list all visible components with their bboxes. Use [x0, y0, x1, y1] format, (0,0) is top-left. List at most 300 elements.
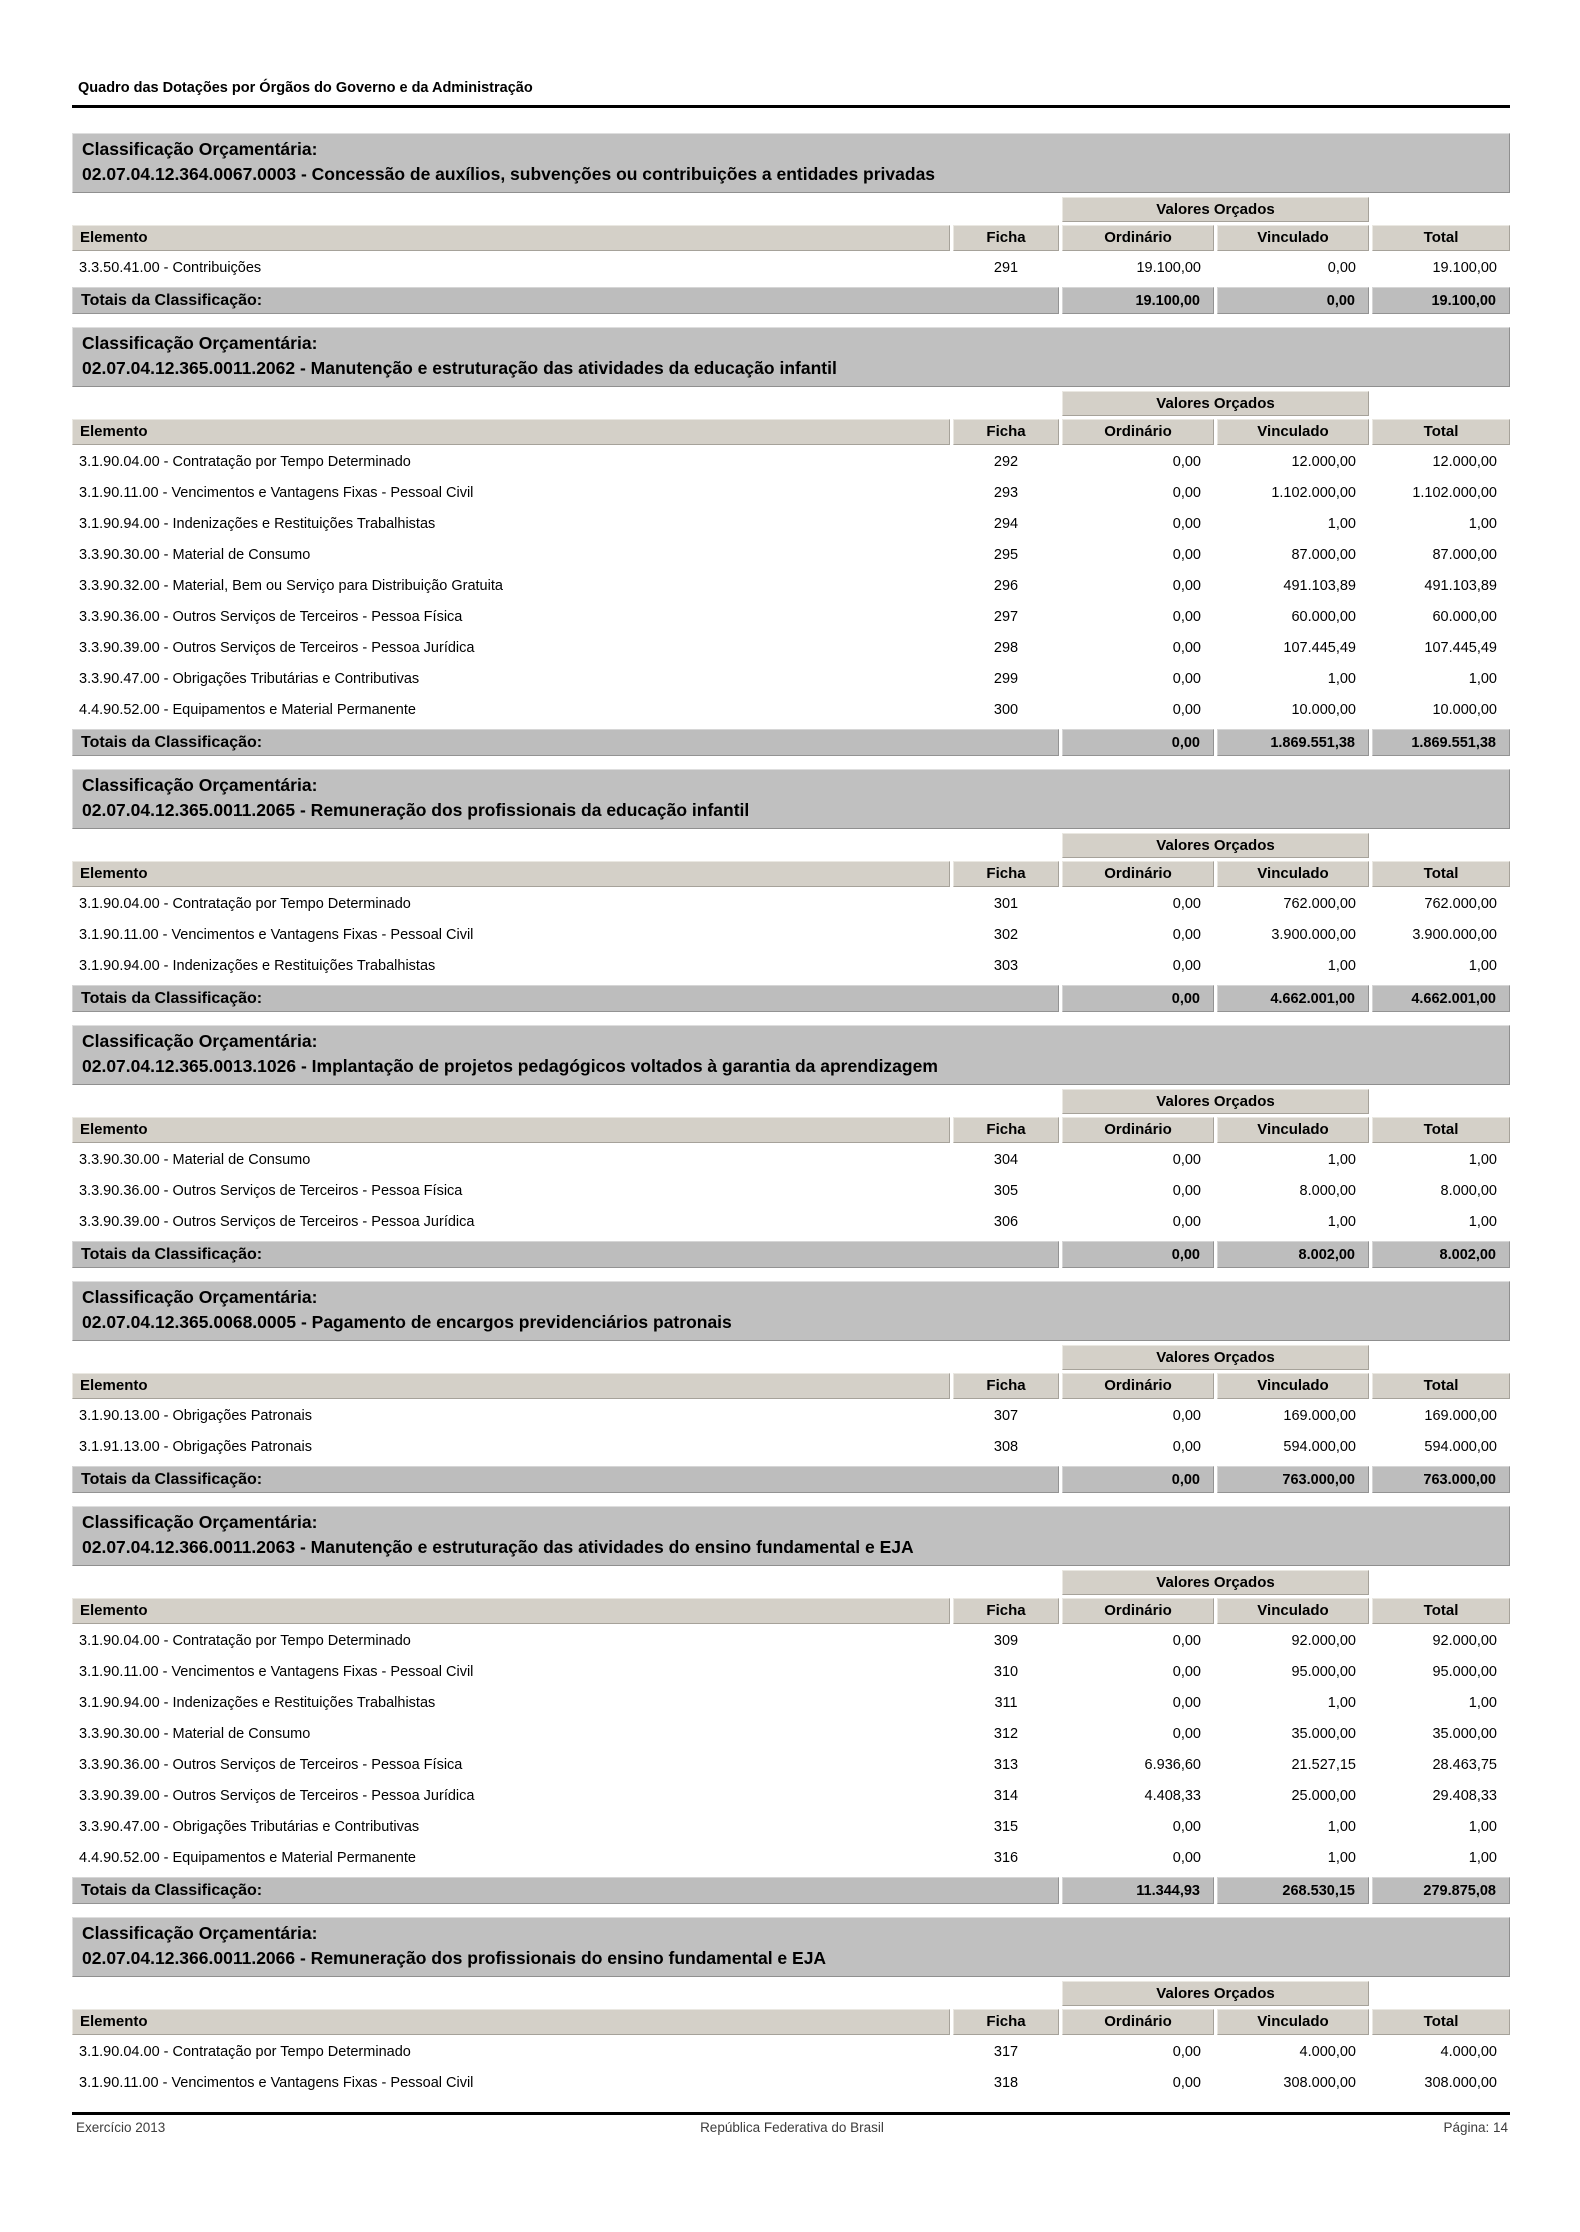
cell-elemento: 3.3.90.47.00 - Obrigações Tributárias e Contributivas: [72, 664, 950, 695]
cell-elemento: 3.3.90.30.00 - Material de Consumo: [72, 540, 950, 571]
totals-label: Totais da Classificação:: [72, 1466, 1059, 1493]
cell-vinculado: 60.000,00: [1217, 602, 1369, 633]
column-header-row: [72, 1598, 1510, 1624]
valores-orcados-band: Valores Orçados: [1062, 833, 1369, 858]
classification-totals-row: [72, 1241, 1510, 1268]
column-ordinario: Ordinário: [1062, 861, 1214, 887]
totals-label: Totais da Classificação:: [72, 287, 1059, 314]
totals-vinculado: 268.530,15: [1217, 1877, 1369, 1904]
column-ficha: Ficha: [953, 1117, 1059, 1143]
column-ordinario: Ordinário: [1062, 225, 1214, 251]
totals-ordinario: 0,00: [1062, 729, 1214, 756]
cell-ordinario: 0,00: [1062, 889, 1214, 920]
column-total: Total: [1372, 1373, 1510, 1399]
classification-totals-row: [72, 1466, 1510, 1493]
valores-orcados-row: [72, 1345, 1510, 1370]
totals-label: Totais da Classificação:: [72, 985, 1059, 1012]
cell-elemento: 3.1.90.11.00 - Vencimentos e Vantagens Fixas - Pessoal Civil: [72, 1657, 950, 1688]
classification-section: [72, 1506, 1510, 1904]
classification-code: 02.07.04.12.365.0011.2065 - Remuneração dos profissionais da educação infantil: [82, 800, 750, 820]
cell-elemento: 3.1.90.11.00 - Vencimentos e Vantagens Fixas - Pessoal Civil: [72, 2068, 950, 2099]
cell-ficha: 294: [953, 509, 1059, 540]
cell-ficha: 316: [953, 1843, 1059, 1874]
cell-ficha: 305: [953, 1176, 1059, 1207]
table-row: [72, 571, 1510, 602]
table-rows: [72, 889, 1510, 982]
valores-orcados-band: Valores Orçados: [1062, 391, 1369, 416]
valores-spacer: [72, 1570, 1062, 1595]
table-row: [72, 920, 1510, 951]
valores-orcados-band: Valores Orçados: [1062, 1345, 1369, 1370]
column-elemento: Elemento: [72, 2009, 950, 2035]
table-row: [72, 1626, 1510, 1657]
cell-total: 8.000,00: [1372, 1176, 1510, 1207]
cell-ficha: 309: [953, 1626, 1059, 1657]
cell-elemento: 3.1.90.04.00 - Contratação por Tempo Determinado: [72, 1626, 950, 1657]
footer-exercise: Exercício 2013: [76, 2120, 166, 2135]
table-row: [72, 1657, 1510, 1688]
classification-header: [72, 1506, 1510, 1566]
cell-vinculado: 1,00: [1217, 1812, 1369, 1843]
valores-orcados-band: Valores Orçados: [1062, 197, 1369, 222]
classification-code: 02.07.04.12.366.0011.2063 - Manutenção e estruturação das atividades do ensino fundamental e EJA: [82, 1537, 914, 1557]
cell-elemento: 3.3.90.36.00 - Outros Serviços de Terceiros - Pessoa Física: [72, 1176, 950, 1207]
cell-vinculado: 1,00: [1217, 951, 1369, 982]
totals-vinculado: 8.002,00: [1217, 1241, 1369, 1268]
cell-ficha: 310: [953, 1657, 1059, 1688]
classification-section: [72, 133, 1510, 314]
column-total: Total: [1372, 225, 1510, 251]
classification-code: 02.07.04.12.365.0013.1026 - Implantação de projetos pedagógicos voltados à garantia da aprendizagem: [82, 1056, 938, 1076]
cell-ficha: 304: [953, 1145, 1059, 1176]
cell-vinculado: 3.900.000,00: [1217, 920, 1369, 951]
classification-label: Classificação Orçamentária:: [82, 1287, 318, 1307]
valores-spacer: [72, 391, 1062, 416]
valores-orcados-band: Valores Orçados: [1062, 1089, 1369, 1114]
cell-ficha: 291: [953, 253, 1059, 284]
cell-ordinario: 0,00: [1062, 1657, 1214, 1688]
totals-ordinario: 19.100,00: [1062, 287, 1214, 314]
cell-total: 1,00: [1372, 509, 1510, 540]
cell-ficha: 306: [953, 1207, 1059, 1238]
page-title: Quadro das Dotações por Órgãos do Governo e da Administração: [78, 80, 533, 96]
cell-ordinario: 0,00: [1062, 1176, 1214, 1207]
column-vinculado: Vinculado: [1217, 2009, 1369, 2035]
cell-ordinario: 0,00: [1062, 1843, 1214, 1874]
cell-elemento: 3.1.90.94.00 - Indenizações e Restituições Trabalhistas: [72, 509, 950, 540]
classification-totals-row: [72, 729, 1510, 756]
column-elemento: Elemento: [72, 861, 950, 887]
cell-elemento: 3.3.50.41.00 - Contribuições: [72, 253, 950, 284]
table-rows: [72, 2037, 1510, 2099]
cell-ordinario: 0,00: [1062, 1719, 1214, 1750]
cell-elemento: 3.3.90.36.00 - Outros Serviços de Terceiros - Pessoa Física: [72, 602, 950, 633]
cell-vinculado: 308.000,00: [1217, 2068, 1369, 2099]
classification-section: [72, 1917, 1510, 2099]
totals-total: 4.662.001,00: [1372, 985, 1510, 1012]
valores-spacer: [72, 1345, 1062, 1370]
column-elemento: Elemento: [72, 1117, 950, 1143]
column-total: Total: [1372, 2009, 1510, 2035]
classification-label: Classificação Orçamentária:: [82, 1512, 318, 1532]
cell-vinculado: 95.000,00: [1217, 1657, 1369, 1688]
cell-ordinario: 0,00: [1062, 1207, 1214, 1238]
footer-page-number: Página: 14: [1443, 2120, 1508, 2135]
cell-ordinario: 4.408,33: [1062, 1781, 1214, 1812]
table-row: [72, 951, 1510, 982]
cell-total: 1,00: [1372, 951, 1510, 982]
classification-header: [72, 1917, 1510, 1977]
classification-section: [72, 327, 1510, 756]
footer-divider: [72, 2112, 1510, 2115]
valores-orcados-row: [72, 391, 1510, 416]
table-row: [72, 695, 1510, 726]
table-row: [72, 447, 1510, 478]
table-row: [72, 1781, 1510, 1812]
cell-elemento: 3.3.90.32.00 - Material, Bem ou Serviço para Distribuição Gratuita: [72, 571, 950, 602]
sections: [72, 133, 1510, 2099]
column-vinculado: Vinculado: [1217, 861, 1369, 887]
cell-elemento: 3.1.90.11.00 - Vencimentos e Vantagens Fixas - Pessoal Civil: [72, 920, 950, 951]
cell-ordinario: 0,00: [1062, 695, 1214, 726]
table-row: [72, 1432, 1510, 1463]
table-row: [72, 253, 1510, 284]
cell-total: 10.000,00: [1372, 695, 1510, 726]
classification-header: [72, 1281, 1510, 1341]
cell-vinculado: 1,00: [1217, 1207, 1369, 1238]
cell-total: 169.000,00: [1372, 1401, 1510, 1432]
cell-total: 19.100,00: [1372, 253, 1510, 284]
column-total: Total: [1372, 419, 1510, 445]
cell-elemento: 3.1.90.13.00 - Obrigações Patronais: [72, 1401, 950, 1432]
column-header-row: [72, 1117, 1510, 1143]
table-rows: [72, 1401, 1510, 1463]
column-vinculado: Vinculado: [1217, 1373, 1369, 1399]
cell-vinculado: 169.000,00: [1217, 1401, 1369, 1432]
cell-ordinario: 0,00: [1062, 1432, 1214, 1463]
cell-vinculado: 594.000,00: [1217, 1432, 1369, 1463]
cell-ordinario: 0,00: [1062, 1688, 1214, 1719]
cell-vinculado: 1,00: [1217, 664, 1369, 695]
totals-ordinario: 0,00: [1062, 1466, 1214, 1493]
valores-spacer: [72, 833, 1062, 858]
cell-vinculado: 25.000,00: [1217, 1781, 1369, 1812]
cell-elemento: 3.3.90.39.00 - Outros Serviços de Terceiros - Pessoa Jurídica: [72, 1207, 950, 1238]
cell-total: 4.000,00: [1372, 2037, 1510, 2068]
table-rows: [72, 1145, 1510, 1238]
cell-vinculado: 12.000,00: [1217, 447, 1369, 478]
cell-ficha: 295: [953, 540, 1059, 571]
cell-vinculado: 21.527,15: [1217, 1750, 1369, 1781]
classification-header: [72, 327, 1510, 387]
cell-total: 60.000,00: [1372, 602, 1510, 633]
table-row: [72, 1401, 1510, 1432]
cell-total: 1,00: [1372, 1843, 1510, 1874]
cell-ordinario: 19.100,00: [1062, 253, 1214, 284]
cell-ficha: 308: [953, 1432, 1059, 1463]
cell-ficha: 311: [953, 1688, 1059, 1719]
totals-total: 1.869.551,38: [1372, 729, 1510, 756]
cell-elemento: 3.3.90.30.00 - Material de Consumo: [72, 1145, 950, 1176]
column-elemento: Elemento: [72, 1373, 950, 1399]
totals-vinculado: 1.869.551,38: [1217, 729, 1369, 756]
cell-vinculado: 8.000,00: [1217, 1176, 1369, 1207]
cell-vinculado: 4.000,00: [1217, 2037, 1369, 2068]
cell-total: 107.445,49: [1372, 633, 1510, 664]
cell-vinculado: 10.000,00: [1217, 695, 1369, 726]
valores-orcados-row: [72, 1981, 1510, 2006]
classification-code: 02.07.04.12.364.0067.0003 - Concessão de auxílios, subvenções ou contribuições a entidades privadas: [82, 164, 936, 184]
cell-ficha: 314: [953, 1781, 1059, 1812]
table-row: [72, 602, 1510, 633]
table-rows: [72, 1626, 1510, 1874]
cell-elemento: 3.1.91.13.00 - Obrigações Patronais: [72, 1432, 950, 1463]
classification-label: Classificação Orçamentária:: [82, 333, 318, 353]
cell-ficha: 313: [953, 1750, 1059, 1781]
table-rows: [72, 447, 1510, 726]
cell-ordinario: 0,00: [1062, 478, 1214, 509]
classification-section: [72, 1281, 1510, 1493]
cell-ficha: 297: [953, 602, 1059, 633]
table-row: [72, 889, 1510, 920]
cell-ficha: 317: [953, 2037, 1059, 2068]
column-total: Total: [1372, 1598, 1510, 1624]
cell-elemento: 3.1.90.11.00 - Vencimentos e Vantagens Fixas - Pessoal Civil: [72, 478, 950, 509]
totals-vinculado: 4.662.001,00: [1217, 985, 1369, 1012]
cell-elemento: 4.4.90.52.00 - Equipamentos e Material Permanente: [72, 1843, 950, 1874]
valores-orcados-band: Valores Orçados: [1062, 1570, 1369, 1595]
totals-ordinario: 0,00: [1062, 1241, 1214, 1268]
cell-ordinario: 0,00: [1062, 1145, 1214, 1176]
cell-ordinario: 0,00: [1062, 571, 1214, 602]
classification-label: Classificação Orçamentária:: [82, 139, 318, 159]
column-vinculado: Vinculado: [1217, 225, 1369, 251]
cell-total: 594.000,00: [1372, 1432, 1510, 1463]
cell-vinculado: 1.102.000,00: [1217, 478, 1369, 509]
cell-total: 308.000,00: [1372, 2068, 1510, 2099]
cell-elemento: 3.1.90.04.00 - Contratação por Tempo Determinado: [72, 2037, 950, 2068]
column-header-row: [72, 1373, 1510, 1399]
cell-ordinario: 0,00: [1062, 664, 1214, 695]
table-row: [72, 2037, 1510, 2068]
cell-ficha: 301: [953, 889, 1059, 920]
column-ficha: Ficha: [953, 225, 1059, 251]
cell-ordinario: 0,00: [1062, 509, 1214, 540]
cell-ordinario: 0,00: [1062, 633, 1214, 664]
column-elemento: Elemento: [72, 225, 950, 251]
cell-vinculado: 92.000,00: [1217, 1626, 1369, 1657]
column-header-row: [72, 419, 1510, 445]
cell-total: 12.000,00: [1372, 447, 1510, 478]
classification-header: [72, 1025, 1510, 1085]
column-ordinario: Ordinário: [1062, 419, 1214, 445]
classification-label: Classificação Orçamentária:: [82, 1923, 318, 1943]
valores-orcados-band: Valores Orçados: [1062, 1981, 1369, 2006]
cell-ficha: 318: [953, 2068, 1059, 2099]
column-ordinario: Ordinário: [1062, 1598, 1214, 1624]
column-vinculado: Vinculado: [1217, 1598, 1369, 1624]
totals-vinculado: 0,00: [1217, 287, 1369, 314]
table-row: [72, 1843, 1510, 1874]
cell-total: 35.000,00: [1372, 1719, 1510, 1750]
cell-ordinario: 0,00: [1062, 447, 1214, 478]
classification-code: 02.07.04.12.365.0068.0005 - Pagamento de encargos previdenciários patronais: [82, 1312, 732, 1332]
totals-total: 8.002,00: [1372, 1241, 1510, 1268]
cell-ordinario: 0,00: [1062, 1401, 1214, 1432]
cell-vinculado: 762.000,00: [1217, 889, 1369, 920]
column-total: Total: [1372, 1117, 1510, 1143]
table-row: [72, 2068, 1510, 2099]
cell-elemento: 4.4.90.52.00 - Equipamentos e Material Permanente: [72, 695, 950, 726]
totals-vinculado: 763.000,00: [1217, 1466, 1369, 1493]
table-rows: [72, 253, 1510, 284]
valores-spacer: [72, 1981, 1062, 2006]
totals-label: Totais da Classificação:: [72, 729, 1059, 756]
cell-vinculado: 1,00: [1217, 1145, 1369, 1176]
classification-header: [72, 133, 1510, 193]
cell-total: 92.000,00: [1372, 1626, 1510, 1657]
cell-total: 3.900.000,00: [1372, 920, 1510, 951]
table-row: [72, 1688, 1510, 1719]
column-header-row: [72, 861, 1510, 887]
column-header-row: [72, 225, 1510, 251]
column-elemento: Elemento: [72, 1598, 950, 1624]
cell-total: 87.000,00: [1372, 540, 1510, 571]
classification-totals-row: [72, 1877, 1510, 1904]
cell-ficha: 293: [953, 478, 1059, 509]
cell-elemento: 3.1.90.94.00 - Indenizações e Restituições Trabalhistas: [72, 1688, 950, 1719]
valores-spacer: [72, 1089, 1062, 1114]
cell-elemento: 3.1.90.04.00 - Contratação por Tempo Determinado: [72, 447, 950, 478]
cell-total: 1,00: [1372, 1688, 1510, 1719]
column-vinculado: Vinculado: [1217, 419, 1369, 445]
table-row: [72, 633, 1510, 664]
cell-vinculado: 87.000,00: [1217, 540, 1369, 571]
cell-total: 491.103,89: [1372, 571, 1510, 602]
column-ordinario: Ordinário: [1062, 1117, 1214, 1143]
classification-label: Classificação Orçamentária:: [82, 1031, 318, 1051]
cell-total: 762.000,00: [1372, 889, 1510, 920]
cell-total: 1,00: [1372, 1145, 1510, 1176]
cell-total: 1,00: [1372, 664, 1510, 695]
column-elemento: Elemento: [72, 419, 950, 445]
table-row: [72, 1750, 1510, 1781]
title-divider: [72, 105, 1510, 108]
cell-elemento: 3.1.90.04.00 - Contratação por Tempo Determinado: [72, 889, 950, 920]
classification-header: [72, 769, 1510, 829]
table-row: [72, 1207, 1510, 1238]
cell-total: 1.102.000,00: [1372, 478, 1510, 509]
page-footer: [72, 2112, 1510, 2135]
cell-ficha: 296: [953, 571, 1059, 602]
cell-total: 1,00: [1372, 1812, 1510, 1843]
table-row: [72, 509, 1510, 540]
cell-ordinario: 0,00: [1062, 2068, 1214, 2099]
cell-ficha: 307: [953, 1401, 1059, 1432]
cell-elemento: 3.3.90.36.00 - Outros Serviços de Terceiros - Pessoa Física: [72, 1750, 950, 1781]
cell-total: 95.000,00: [1372, 1657, 1510, 1688]
cell-ordinario: 0,00: [1062, 951, 1214, 982]
table-row: [72, 478, 1510, 509]
cell-elemento: 3.1.90.94.00 - Indenizações e Restituições Trabalhistas: [72, 951, 950, 982]
table-row: [72, 540, 1510, 571]
column-ficha: Ficha: [953, 419, 1059, 445]
cell-vinculado: 491.103,89: [1217, 571, 1369, 602]
cell-ficha: 315: [953, 1812, 1059, 1843]
totals-label: Totais da Classificação:: [72, 1241, 1059, 1268]
cell-ordinario: 0,00: [1062, 1812, 1214, 1843]
classification-label: Classificação Orçamentária:: [82, 775, 318, 795]
cell-ficha: 302: [953, 920, 1059, 951]
cell-ordinario: 0,00: [1062, 920, 1214, 951]
cell-elemento: 3.3.90.39.00 - Outros Serviços de Terceiros - Pessoa Jurídica: [72, 633, 950, 664]
valores-orcados-row: [72, 197, 1510, 222]
footer-country: República Federativa do Brasil: [700, 2120, 884, 2135]
cell-vinculado: 35.000,00: [1217, 1719, 1369, 1750]
table-row: [72, 664, 1510, 695]
cell-vinculado: 1,00: [1217, 1843, 1369, 1874]
report-page: [72, 0, 1510, 2112]
cell-ficha: 298: [953, 633, 1059, 664]
classification-totals-row: [72, 985, 1510, 1012]
cell-ordinario: 6.936,60: [1062, 1750, 1214, 1781]
valores-spacer: [72, 197, 1062, 222]
classification-totals-row: [72, 287, 1510, 314]
table-row: [72, 1812, 1510, 1843]
valores-orcados-row: [72, 1089, 1510, 1114]
classification-code: 02.07.04.12.366.0011.2066 - Remuneração dos profissionais do ensino fundamental e EJA: [82, 1948, 827, 1968]
classification-code: 02.07.04.12.365.0011.2062 - Manutenção e estruturação das atividades da educação infantil: [82, 358, 837, 378]
totals-total: 279.875,08: [1372, 1877, 1510, 1904]
cell-total: 28.463,75: [1372, 1750, 1510, 1781]
cell-total: 1,00: [1372, 1207, 1510, 1238]
totals-total: 763.000,00: [1372, 1466, 1510, 1493]
classification-section: [72, 1025, 1510, 1268]
column-ordinario: Ordinário: [1062, 1373, 1214, 1399]
column-ficha: Ficha: [953, 1598, 1059, 1624]
totals-ordinario: 0,00: [1062, 985, 1214, 1012]
column-ficha: Ficha: [953, 861, 1059, 887]
cell-ordinario: 0,00: [1062, 540, 1214, 571]
column-vinculado: Vinculado: [1217, 1117, 1369, 1143]
table-row: [72, 1719, 1510, 1750]
valores-orcados-row: [72, 833, 1510, 858]
cell-elemento: 3.3.90.47.00 - Obrigações Tributárias e Contributivas: [72, 1812, 950, 1843]
cell-ordinario: 0,00: [1062, 1626, 1214, 1657]
column-ficha: Ficha: [953, 1373, 1059, 1399]
cell-vinculado: 1,00: [1217, 1688, 1369, 1719]
totals-ordinario: 11.344,93: [1062, 1877, 1214, 1904]
totals-label: Totais da Classificação:: [72, 1877, 1059, 1904]
cell-ficha: 299: [953, 664, 1059, 695]
column-header-row: [72, 2009, 1510, 2035]
cell-ficha: 312: [953, 1719, 1059, 1750]
cell-ordinario: 0,00: [1062, 602, 1214, 633]
cell-vinculado: 0,00: [1217, 253, 1369, 284]
cell-ficha: 292: [953, 447, 1059, 478]
cell-elemento: 3.3.90.30.00 - Material de Consumo: [72, 1719, 950, 1750]
table-row: [72, 1145, 1510, 1176]
cell-ordinario: 0,00: [1062, 2037, 1214, 2068]
column-ordinario: Ordinário: [1062, 2009, 1214, 2035]
valores-orcados-row: [72, 1570, 1510, 1595]
cell-ficha: 300: [953, 695, 1059, 726]
totals-total: 19.100,00: [1372, 287, 1510, 314]
cell-ficha: 303: [953, 951, 1059, 982]
classification-section: [72, 769, 1510, 1012]
column-ficha: Ficha: [953, 2009, 1059, 2035]
cell-elemento: 3.3.90.39.00 - Outros Serviços de Terceiros - Pessoa Jurídica: [72, 1781, 950, 1812]
